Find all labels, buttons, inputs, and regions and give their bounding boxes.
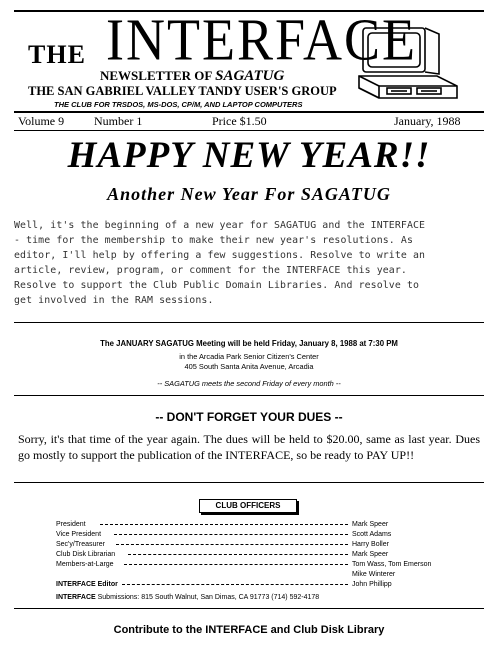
officer-row: [56, 550, 426, 560]
leader-dots: [122, 584, 348, 585]
newsletter-of: [100, 68, 284, 85]
officer-role: Club Disk Librarian: [56, 551, 116, 558]
issue-number: Number 1: [94, 114, 143, 128]
dues-text: Sorry, it's that time of the year again. The dues will be held to $20.00, same as last year. Dues go mostly to support the publication of the INTERFACE, so be ready to PAY UP!!: [18, 432, 480, 462]
club-description: THE CLUB FOR TRSDOS, MS-DOS, CP/M, AND LAPTOP COMPUTERS: [54, 100, 303, 109]
officer-row: [56, 540, 426, 550]
club-officers-title: CLUB OFFICERS: [199, 499, 297, 513]
intro-line: article, review, program, or comment for the INTERFACE this year.: [14, 265, 407, 276]
officer-name: Tom Wass, Tom Emerson: [352, 561, 432, 568]
officer-name: Mark Speer: [352, 521, 389, 528]
leader-dots: [128, 554, 348, 555]
officer-row: [56, 560, 432, 570]
meeting-announcement: The JANUARY SAGATUG Meeting will be held Friday, January 8, 1988 at 7:30 PM: [100, 339, 398, 348]
dues-heading: -- DON'T FORGET YOUR DUES --: [155, 410, 343, 424]
dues-rule: [14, 482, 484, 483]
volume: Volume 9: [18, 114, 65, 128]
newsletter-page: [14, 6, 484, 640]
intro-line: - time for the membership to make their new year's resolutions. As: [14, 235, 413, 246]
volume-rule: [14, 130, 484, 131]
officer-name: Mark Speer: [352, 551, 389, 558]
officer-role: Members-at-Large: [56, 561, 114, 568]
newsletter-club: SAGATUG: [215, 68, 285, 84]
officer-role: Sec'y/Treasurer: [56, 541, 105, 548]
officer-role: Vice President: [56, 531, 102, 538]
officer-row: [56, 570, 426, 580]
intro-line: editor, I'll help by offering a few suggestions. Resolve to write an: [14, 250, 426, 261]
intro-paragraph: [14, 218, 486, 308]
computer-illustration-icon: [357, 24, 462, 106]
group-name: THE SAN GABRIEL VALLEY TANDY USER'S GROUP: [28, 84, 337, 98]
intro-line: get involved in the RAM sessions.: [14, 295, 214, 306]
officer-row: [56, 530, 426, 540]
issue-date: January, 1988: [394, 114, 461, 128]
price: Price $1.50: [212, 114, 267, 128]
meeting-rule: [14, 395, 484, 396]
officer-name: Harry Boller: [352, 541, 389, 548]
submissions-label: INTERFACE: [56, 594, 96, 601]
newsletter-of-label: NEWSLETTER OF: [100, 68, 212, 83]
masthead-the: THE: [28, 40, 86, 69]
leader-dots: [114, 534, 348, 535]
submissions-line: [56, 594, 319, 601]
submissions-address: Submissions: 815 South Walnut, San Dimas, CA 91773 (714) 592-4178: [97, 594, 320, 601]
leader-dots: [116, 544, 348, 545]
footer-contribute: Contribute to the INTERFACE and Club Disk Library: [113, 624, 385, 636]
leader-dots: [124, 564, 348, 565]
meeting-address: 405 South Santa Anita Avenue, Arcadia: [184, 362, 314, 371]
officer-name: John Phillipp: [352, 581, 392, 588]
officer-name: Mike Winterer: [352, 571, 396, 578]
intro-line: Resolve to support the Club Public Domain Libraries. And resolve to: [14, 280, 420, 291]
officer-role: President: [56, 521, 86, 528]
officer-role: INTERFACE Editor: [56, 581, 118, 588]
officers-rule: [14, 608, 484, 609]
leader-dots: [100, 524, 348, 525]
sub-headline: Another New Year For SAGATUG: [107, 184, 391, 204]
masthead-title: INTERFACE: [106, 6, 417, 73]
masthead-rule: [14, 111, 484, 113]
main-headline: HAPPY NEW YEAR!!: [67, 135, 431, 176]
officer-row: [56, 520, 426, 530]
officer-name: Scott Adams: [352, 531, 392, 538]
intro-line: Well, it's the beginning of a new year for SAGATUG and the INTERFACE: [14, 220, 426, 231]
officer-row: [56, 580, 426, 590]
intro-rule: [14, 322, 484, 323]
meeting-location: in the Arcadia Park Senior Citizen's Center: [179, 352, 319, 361]
meeting-schedule: -- SAGATUG meets the second Friday of every month --: [157, 379, 341, 388]
